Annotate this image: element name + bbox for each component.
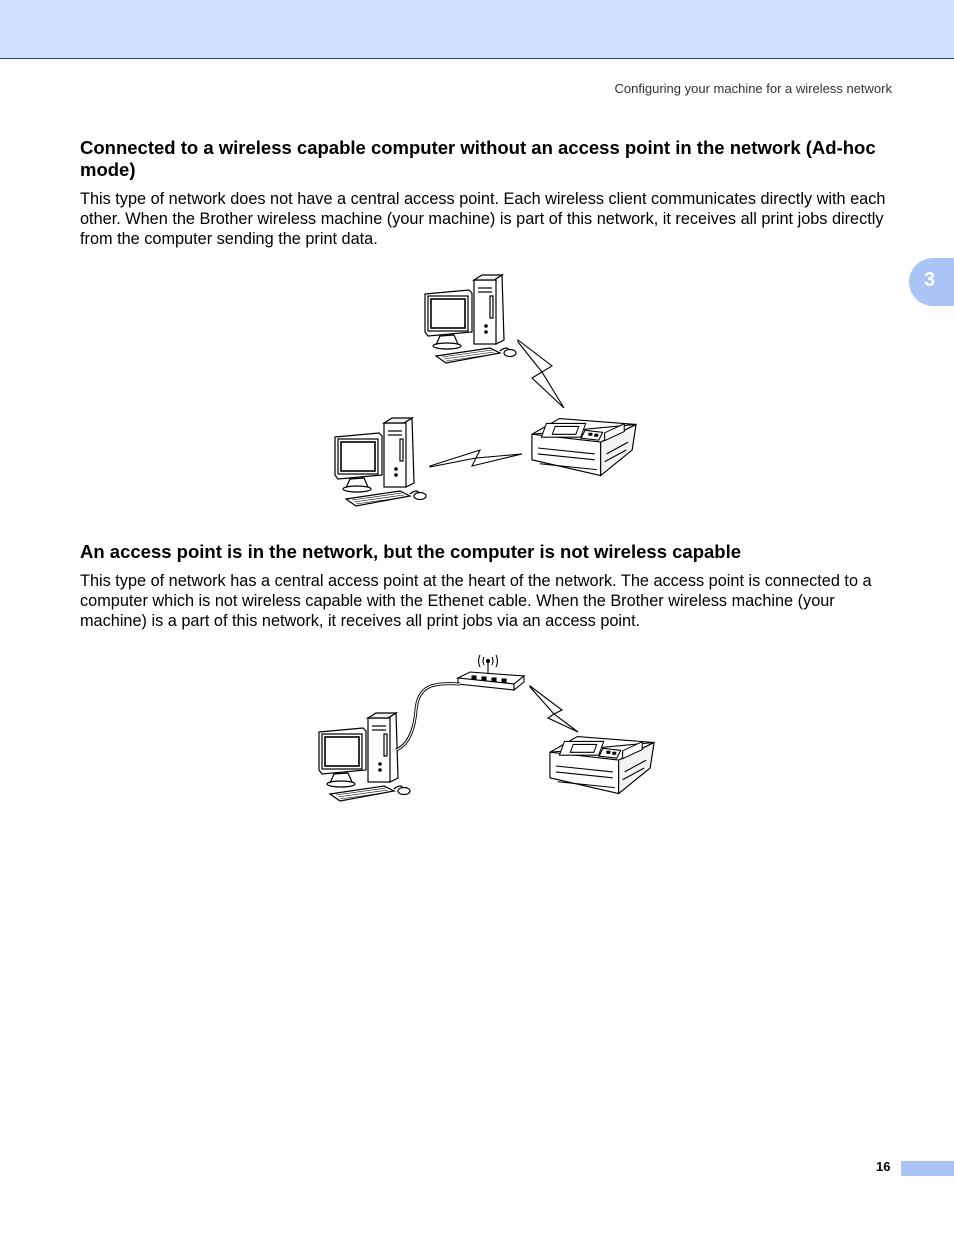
ethernet-cable-icon: [396, 684, 460, 750]
desktop-computer-icon: [319, 713, 410, 801]
running-header: Configuring your machine for a wireless network: [614, 81, 892, 96]
section-body-adhoc: This type of network does not have a central access point. Each wireless client communicates directly with each other. When the Brother wireless machine (your machine) is part of this network, it receives all print jobs directly from the computer sending the print data.: [80, 190, 886, 248]
chapter-number: 3: [924, 269, 936, 291]
wireless-bolt-icon: [530, 686, 578, 732]
printer-icon: [532, 419, 636, 476]
printer-icon: [550, 737, 654, 794]
wireless-bolt-icon: [518, 340, 564, 408]
page-number: 16: [876, 1159, 891, 1174]
page-number-bar: [901, 1161, 954, 1176]
header-band: [0, 0, 954, 59]
desktop-computer-icon: [335, 418, 426, 506]
section-heading-adhoc: Connected to a wireless capable computer without an access point in the network (Ad-hoc mode): [80, 137, 876, 180]
desktop-computer-icon: [425, 275, 516, 363]
adhoc-network-figure: [320, 270, 650, 515]
wireless-bolt-icon: [430, 450, 522, 467]
section-body-access-point: This type of network has a central access point at the heart of the network. The access point is connected to a computer which is not wireless capable with the Ethenet cable. When the Brother wireless machine (your machine) is a part of this network, it receives all print jobs via an access point.: [80, 572, 872, 630]
access-point-network-figure: [310, 650, 660, 810]
chapter-tab: [909, 258, 954, 306]
section-heading-access-point: An access point is in the network, but the computer is not wireless capable: [80, 541, 742, 562]
access-point-icon: [458, 655, 524, 690]
